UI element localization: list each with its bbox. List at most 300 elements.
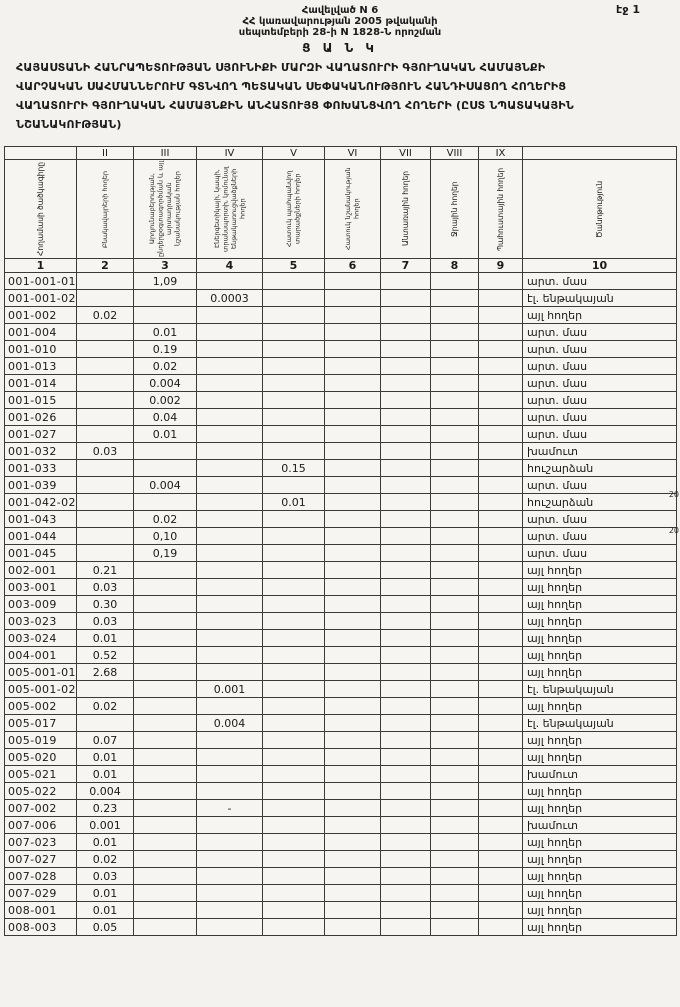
area-value-cell: [431, 868, 479, 885]
area-value-cell: [431, 647, 479, 664]
table-row: [5, 596, 677, 613]
area-value-cell: 0,10: [134, 528, 197, 545]
subtitle-line-1: ՀԱՅԱՍՏԱՆԻ ՀԱՆՐԱՊԵՏՈՒԹՅԱՆ ՍՅՈՒՆԻՔԻ ՄԱՐԶԻ ՎԱՂԱՏՈՒՐԻ ԳՅՈՒՂԱԿԱՆ ՀԱՄԱՅՆՔԻ: [16, 61, 546, 74]
area-value-cell: [263, 766, 325, 783]
area-value-cell: [263, 681, 325, 698]
area-value-cell: [431, 834, 479, 851]
area-value-cell: [77, 290, 134, 307]
area-value-cell: [431, 307, 479, 324]
area-value-cell: [197, 766, 263, 783]
area-value-cell: [197, 579, 263, 596]
area-value-cell: [77, 494, 134, 511]
area-value-cell: [325, 800, 381, 817]
area-value-cell: [431, 324, 479, 341]
note-cell: էլ. ենթակայան: [523, 290, 677, 307]
area-value-cell: 0.19: [134, 341, 197, 358]
area-value-cell: [479, 749, 523, 766]
column-number-cell: 5: [263, 259, 325, 273]
column-number-cell: 9: [479, 259, 523, 273]
area-value-cell: [381, 834, 431, 851]
parcel-code-cell: 007-028: [5, 868, 77, 885]
parcel-code-cell: 002-001: [5, 562, 77, 579]
parcel-code-cell: 001-044: [5, 528, 77, 545]
area-value-cell: -: [197, 800, 263, 817]
area-value-cell: 0.01: [134, 324, 197, 341]
note-cell: արտ. մաս: [523, 341, 677, 358]
area-value-cell: [479, 494, 523, 511]
area-value-cell: [325, 783, 381, 800]
area-value-cell: [197, 545, 263, 562]
area-value-cell: [263, 477, 325, 494]
rotated-header-row: [5, 160, 677, 259]
area-value-cell: [381, 579, 431, 596]
area-value-cell: 0.02: [77, 698, 134, 715]
parcel-code-cell: 001-015: [5, 392, 77, 409]
table-row: [5, 851, 677, 868]
land-parcels-table: [4, 146, 677, 936]
area-value-cell: [197, 817, 263, 834]
parcel-code-cell: 005-001-01: [5, 664, 77, 681]
table-row: [5, 613, 677, 630]
area-value-cell: [431, 579, 479, 596]
area-value-cell: [479, 443, 523, 460]
area-value-cell: [197, 851, 263, 868]
area-value-cell: 0.001: [197, 681, 263, 698]
area-value-cell: [381, 630, 431, 647]
area-value-cell: [381, 273, 431, 290]
area-value-cell: 0.002: [134, 392, 197, 409]
area-value-cell: 0.004: [77, 783, 134, 800]
area-value-cell: [431, 562, 479, 579]
area-value-cell: [479, 783, 523, 800]
area-value-cell: [479, 477, 523, 494]
note-cell: խամուտ: [523, 443, 677, 460]
area-value-cell: 0.01: [134, 426, 197, 443]
parcel-code-cell: 005-019: [5, 732, 77, 749]
area-value-cell: [77, 426, 134, 443]
parcel-code-cell: 001-013: [5, 358, 77, 375]
area-value-cell: [381, 443, 431, 460]
area-value-cell: [479, 307, 523, 324]
area-value-cell: [381, 885, 431, 902]
area-value-cell: [134, 749, 197, 766]
area-value-cell: [431, 613, 479, 630]
area-value-cell: [134, 800, 197, 817]
area-value-cell: [197, 698, 263, 715]
table-row: [5, 511, 677, 528]
area-value-cell: [325, 290, 381, 307]
table-row: [5, 392, 677, 409]
area-value-cell: [479, 851, 523, 868]
note-cell: արտ. մաս: [523, 409, 677, 426]
roman-numeral-row: [5, 147, 677, 160]
parcel-code-cell: 007-002: [5, 800, 77, 817]
note-cell: այլ հողեր: [523, 579, 677, 596]
parcel-code-cell: 007-029: [5, 885, 77, 902]
area-value-cell: [197, 647, 263, 664]
area-value-cell: [263, 511, 325, 528]
area-value-cell: [263, 749, 325, 766]
note-cell: արտ. մաս: [523, 358, 677, 375]
area-value-cell: [77, 341, 134, 358]
appendix-header: [0, 5, 680, 38]
area-value-cell: 0.02: [77, 307, 134, 324]
area-value-cell: [263, 273, 325, 290]
note-cell: արտ. մաս: [523, 273, 677, 290]
area-value-cell: [325, 919, 381, 936]
area-value-cell: [431, 375, 479, 392]
note-cell: այլ հողեր: [523, 732, 677, 749]
note-cell: խամուտ: [523, 817, 677, 834]
area-value-cell: [325, 766, 381, 783]
area-value-cell: [263, 426, 325, 443]
document-subtitle: [16, 58, 668, 134]
roman-cell: VIII: [431, 147, 479, 160]
roman-cell: IV: [197, 147, 263, 160]
area-value-cell: [197, 885, 263, 902]
note-cell: արտ. մաս: [523, 545, 677, 562]
area-value-cell: [197, 630, 263, 647]
area-value-cell: [325, 528, 381, 545]
area-value-cell: [197, 613, 263, 630]
area-value-cell: [479, 375, 523, 392]
table-row: [5, 630, 677, 647]
area-value-cell: [197, 902, 263, 919]
area-value-cell: [381, 375, 431, 392]
table-row: [5, 409, 677, 426]
header-forest-lands: [381, 160, 431, 259]
area-value-cell: [381, 290, 431, 307]
area-value-cell: [431, 273, 479, 290]
area-value-cell: [479, 681, 523, 698]
area-value-cell: [197, 375, 263, 392]
parcel-code-cell: 005-017: [5, 715, 77, 732]
area-value-cell: [431, 358, 479, 375]
note-cell: այլ հողեր: [523, 834, 677, 851]
area-value-cell: [479, 579, 523, 596]
area-value-cell: [431, 902, 479, 919]
area-value-cell: [77, 511, 134, 528]
area-value-cell: [197, 732, 263, 749]
area-value-cell: [431, 919, 479, 936]
area-value-cell: [134, 579, 197, 596]
header-notes-label: Ծանոթություն: [594, 180, 604, 238]
table-row: [5, 715, 677, 732]
note-cell: հուշարձան: [523, 494, 677, 511]
area-value-cell: [263, 392, 325, 409]
area-value-cell: [431, 732, 479, 749]
parcel-code-cell: 001-045: [5, 545, 77, 562]
area-value-cell: [431, 851, 479, 868]
area-value-cell: [197, 409, 263, 426]
area-value-cell: 0.004: [197, 715, 263, 732]
area-value-cell: [263, 375, 325, 392]
area-value-cell: 0.01: [77, 766, 134, 783]
area-value-cell: [263, 868, 325, 885]
area-value-cell: [431, 715, 479, 732]
area-value-cell: [431, 392, 479, 409]
area-value-cell: [325, 749, 381, 766]
area-value-cell: [134, 834, 197, 851]
table-row: [5, 664, 677, 681]
column-number-row: [5, 259, 677, 273]
area-value-cell: [479, 732, 523, 749]
area-value-cell: [325, 664, 381, 681]
area-value-cell: [197, 749, 263, 766]
parcel-code-cell: 001-043: [5, 511, 77, 528]
area-value-cell: [479, 919, 523, 936]
table-row: [5, 732, 677, 749]
area-value-cell: [479, 460, 523, 477]
table-row: [5, 324, 677, 341]
area-value-cell: [479, 715, 523, 732]
table-row: [5, 545, 677, 562]
area-value-cell: 0.03: [77, 613, 134, 630]
area-value-cell: [431, 681, 479, 698]
header-water-lands: [431, 160, 479, 259]
area-value-cell: 2.68: [77, 664, 134, 681]
area-value-cell: [381, 613, 431, 630]
area-value-cell: [263, 579, 325, 596]
area-value-cell: 0.01: [263, 494, 325, 511]
area-value-cell: 0.02: [134, 511, 197, 528]
area-value-cell: [77, 545, 134, 562]
area-value-cell: [381, 817, 431, 834]
area-value-cell: [325, 647, 381, 664]
area-value-cell: [263, 647, 325, 664]
area-value-cell: [197, 358, 263, 375]
area-value-cell: [431, 409, 479, 426]
note-cell: այլ հողեր: [523, 562, 677, 579]
area-value-cell: [381, 307, 431, 324]
area-value-cell: [134, 494, 197, 511]
header-energy-transport-lands: [197, 160, 263, 259]
note-cell: էլ. ենթակայան: [523, 715, 677, 732]
header-settlement-lands-label: Բնակավայրերի հողեր: [100, 170, 109, 248]
area-value-cell: 0.001: [77, 817, 134, 834]
note-cell: արտ. մաս: [523, 511, 677, 528]
note-cell: արտ. մաս: [523, 324, 677, 341]
area-value-cell: [325, 307, 381, 324]
area-value-cell: [134, 766, 197, 783]
area-value-cell: 0.01: [77, 630, 134, 647]
area-value-cell: [325, 511, 381, 528]
area-value-cell: [479, 511, 523, 528]
parcel-code-cell: 001-002: [5, 307, 77, 324]
area-value-cell: [381, 698, 431, 715]
note-cell: արտ. մաս: [523, 426, 677, 443]
parcel-code-cell: 001-001-01: [5, 273, 77, 290]
area-value-cell: [325, 579, 381, 596]
area-value-cell: [325, 596, 381, 613]
appendix-line-1: Հավելված N 6: [301, 5, 379, 16]
area-value-cell: [263, 307, 325, 324]
area-value-cell: [197, 783, 263, 800]
area-value-cell: [263, 613, 325, 630]
note-cell: այլ հողեր: [523, 868, 677, 885]
area-value-cell: [77, 715, 134, 732]
area-value-cell: [197, 596, 263, 613]
area-value-cell: [431, 290, 479, 307]
area-value-cell: [325, 562, 381, 579]
column-number-cell: 3: [134, 259, 197, 273]
table-row: [5, 562, 677, 579]
area-value-cell: [381, 766, 431, 783]
note-cell: այլ հողեր: [523, 596, 677, 613]
note-cell: այլ հողեր: [523, 885, 677, 902]
area-value-cell: [479, 868, 523, 885]
area-value-cell: 0.52: [77, 647, 134, 664]
area-value-cell: [325, 426, 381, 443]
area-value-cell: [263, 545, 325, 562]
area-value-cell: [325, 494, 381, 511]
note-cell: արտ. մաս: [523, 375, 677, 392]
area-value-cell: [431, 664, 479, 681]
area-value-cell: [134, 698, 197, 715]
area-value-cell: [263, 885, 325, 902]
area-value-cell: [431, 596, 479, 613]
area-value-cell: [325, 902, 381, 919]
area-value-cell: [381, 732, 431, 749]
area-value-cell: [134, 732, 197, 749]
area-value-cell: [134, 919, 197, 936]
table-row: [5, 426, 677, 443]
area-value-cell: 0.21: [77, 562, 134, 579]
area-value-cell: [479, 358, 523, 375]
area-value-cell: [431, 545, 479, 562]
note-cell: այլ հողեր: [523, 783, 677, 800]
area-value-cell: [431, 460, 479, 477]
area-value-cell: [263, 341, 325, 358]
note-cell: արտ. մաս: [523, 528, 677, 545]
table-row: [5, 528, 677, 545]
area-value-cell: [431, 698, 479, 715]
area-value-cell: 0.15: [263, 460, 325, 477]
area-value-cell: [381, 392, 431, 409]
area-value-cell: [77, 528, 134, 545]
area-value-cell: [263, 698, 325, 715]
parcel-code-cell: 008-003: [5, 919, 77, 936]
area-value-cell: [381, 562, 431, 579]
subtitle-line-4: ՆՇԱՆԱԿՈՒԹՅԱՆ): [16, 118, 122, 131]
area-value-cell: [134, 783, 197, 800]
area-value-cell: [381, 358, 431, 375]
area-value-cell: [381, 902, 431, 919]
area-value-cell: [197, 477, 263, 494]
area-value-cell: [263, 732, 325, 749]
area-value-cell: [263, 817, 325, 834]
area-value-cell: [431, 426, 479, 443]
area-value-cell: [263, 443, 325, 460]
note-cell: էլ. ենթակայան: [523, 681, 677, 698]
area-value-cell: [381, 511, 431, 528]
area-value-cell: [197, 426, 263, 443]
area-value-cell: [77, 409, 134, 426]
area-value-cell: [263, 851, 325, 868]
area-value-cell: [479, 766, 523, 783]
area-value-cell: [381, 715, 431, 732]
area-value-cell: [431, 477, 479, 494]
parcel-code-cell: 003-023: [5, 613, 77, 630]
header-protected-area-lands: [263, 160, 325, 259]
parcel-code-cell: 001-004: [5, 324, 77, 341]
area-value-cell: [479, 613, 523, 630]
area-value-cell: [325, 460, 381, 477]
note-cell: այլ հողեր: [523, 664, 677, 681]
area-value-cell: [381, 749, 431, 766]
area-value-cell: [381, 868, 431, 885]
column-number-cell: 8: [431, 259, 479, 273]
parcel-code-cell: 001-010: [5, 341, 77, 358]
area-value-cell: [325, 273, 381, 290]
area-value-cell: [197, 392, 263, 409]
area-value-cell: [197, 664, 263, 681]
area-value-cell: [263, 630, 325, 647]
margin-annotation: 20: [668, 526, 679, 535]
area-value-cell: [479, 664, 523, 681]
area-value-cell: [197, 341, 263, 358]
area-value-cell: [197, 919, 263, 936]
area-value-cell: [479, 562, 523, 579]
note-cell: այլ հողեր: [523, 851, 677, 868]
area-value-cell: 0.07: [77, 732, 134, 749]
roman-blank-cell: [5, 147, 77, 160]
area-value-cell: 0.05: [77, 919, 134, 936]
area-value-cell: [381, 426, 431, 443]
area-value-cell: [197, 528, 263, 545]
parcel-code-cell: 005-022: [5, 783, 77, 800]
area-value-cell: [197, 273, 263, 290]
area-value-cell: 0.01: [77, 834, 134, 851]
area-value-cell: [134, 817, 197, 834]
area-value-cell: [381, 545, 431, 562]
area-value-cell: [325, 392, 381, 409]
table-row: [5, 647, 677, 664]
area-value-cell: [325, 732, 381, 749]
area-value-cell: [263, 800, 325, 817]
area-value-cell: [263, 834, 325, 851]
table-row: [5, 290, 677, 307]
table-row: [5, 919, 677, 936]
table-row: [5, 579, 677, 596]
area-value-cell: [134, 460, 197, 477]
area-value-cell: [134, 630, 197, 647]
column-number-cell: 7: [381, 259, 431, 273]
margin-annotation: 20: [668, 490, 679, 499]
header-industrial-lands: [134, 160, 197, 259]
area-value-cell: [134, 443, 197, 460]
subtitle-line-3: ՎԱՂԱՏՈՒՐԻ ԳՅՈՒՂԱԿԱՆ ՀԱՄԱՅՆՔԻՆ ԱՆՀԱՏՈՒՅՑ ՓՈԽԱՆՑՎՈՂ ՀՈՂԵՐԻ (ԸՍՏ ՆՊԱՏԱԿԱՅԻՆ: [16, 99, 574, 112]
parcel-code-cell: 001-014: [5, 375, 77, 392]
area-value-cell: [431, 630, 479, 647]
area-value-cell: [479, 324, 523, 341]
area-value-cell: [197, 460, 263, 477]
area-value-cell: [325, 443, 381, 460]
parcel-code-cell: 007-027: [5, 851, 77, 868]
area-value-cell: 0.03: [77, 868, 134, 885]
area-value-cell: [479, 817, 523, 834]
document-title: Ց Ա Ն Կ: [302, 41, 378, 55]
note-cell: այլ հողեր: [523, 800, 677, 817]
area-value-cell: [77, 392, 134, 409]
area-value-cell: [77, 375, 134, 392]
table-row: [5, 494, 677, 511]
area-value-cell: [381, 324, 431, 341]
area-value-cell: [381, 783, 431, 800]
column-number-cell: 6: [325, 259, 381, 273]
header-settlement-lands: [77, 160, 134, 259]
header-reserve-lands: [479, 160, 523, 259]
